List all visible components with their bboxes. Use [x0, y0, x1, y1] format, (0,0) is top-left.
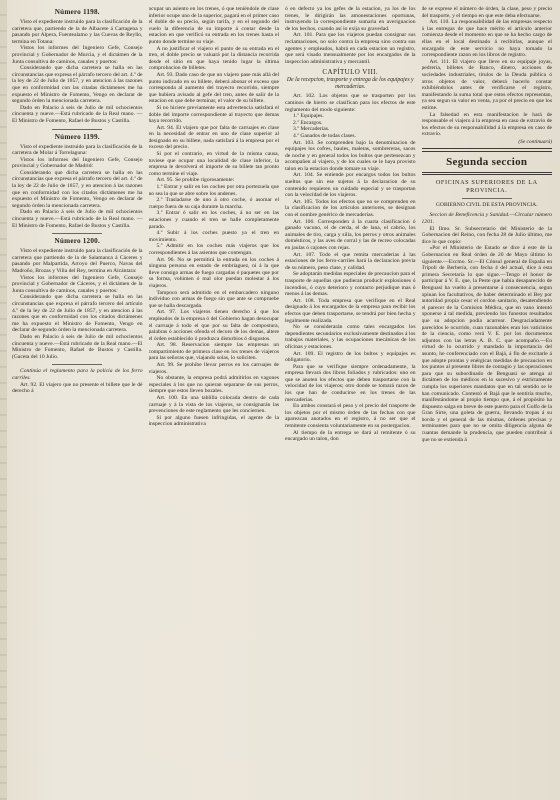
paragraph: Art. 94. El viajero que por falta de carruajes en clase en la necesidad de entrar en uno de clase superior al designado en su billete, nada satisfará á la empresa por el exceso del precio.	[148, 124, 279, 151]
paragraph: 1.º Entrar y salir en los coches por otra portezuela que no sea la que se abre sobre los andenes.	[148, 184, 279, 197]
paragraph: Vistos los informes del Ingeniero Gefe, Consejo provincial y Gobernador de Madrid:	[12, 156, 143, 170]
paragraph: Art. 95. Se prohibe rigorosamente:	[156, 177, 235, 184]
paragraph: Si no hiciere previamente esta advertencia satisfará el doble del importe correspondiente al trayecto que demas haya recorrido.	[148, 104, 279, 125]
separator	[462, 198, 512, 199]
paragraph: Al tiempo de la entrega se dará al remitente ó su encargado un talon, don	[285, 429, 416, 443]
section-title: Segunda seccion	[446, 155, 528, 168]
paragraph: Dado en Palacio á seis de Julio de mil ochocientos cincuenta y nueve.—Está rubricado de la Real mano. —El Ministro de Fomento, Rafael de Bustos y Castilla.	[12, 209, 143, 229]
paragraph: Art. 100. En una tablilla colocada dentro de cada carruaje y á la vista de los viajeros, se consignarán las prevenciones de este reglamento que les conciernen.	[148, 395, 279, 415]
paragraph: Visto el expediente instruido para la clasificación de la carretera que, partiendo de la de Albacete á Cartagena y pasando por Alpera, Fuentealamo y las Cuevas de Reyllo, termina en Totana:	[12, 19, 143, 45]
paragraph: Art. 93. Dado caso de que un viajero pase más allá del punto indicado en su billete, deberá abonar el exceso que corresponda al aumento del trayecto recorrido, siempre que hubiera avisado al gefe del tren, antes de salir de la estacion en que debe terminar, el valor de su billete.	[148, 71, 279, 105]
paragraph: 4.º Ganados de todas clases.	[293, 132, 356, 139]
paragraph: Considerando que dicha carretera se halla en las circunstancias que expresa el párrafo tercero del artículo 4.º de la ley de 22 de Julio de 1857, y en atencion á las razones que en conformidad con los citados dictámenes me ha expuesto el Ministro de Fomento, Vengo en declarar de segundo órden la mencionada carretera.	[12, 294, 143, 334]
column-left	[12, 6, 143, 800]
paragraph: Art. 106. Corresponden á la cuarta clasificacion ó ganado vacuno, el de cerda, el de lana, el cabrío, los animales de tiro, carga y silla, los perros y otros animales domésticos, y las aves de corral y las de recreo colocadas en jaulas ó cajones con rejas.	[285, 218, 416, 251]
paragraph: A no justificar el viajero el punto de su entrada en el tren, el doble precio se valuará por la distancia recorrida desde el sitio en que haya tenido lugar la última comprobacion de billetes.	[148, 45, 279, 72]
paragraph: Art. 99. Se prohibe llevar perros en los carruajes de viajeros.	[148, 362, 279, 375]
paragraph: 2.º Encargos.	[293, 119, 323, 126]
continuation-note: (Se continuará)	[518, 138, 552, 145]
paragraph: Se adoptarán medidas especiales de precaucion para el trasporte de aquellas que pudieran producir explosiones ó incendios, ó cuyo deterioro y contacto perjudique mas ó menos á las demas.	[285, 271, 416, 298]
paragraph: Dado en Palacio á seis de Julio de mil ochocientos cincuenta y nueve.—Está rubricado de la Real mano. —El Ministro de Fomento, Rafael de Bustos y Castilla.	[12, 104, 143, 124]
paragraph: Art. 92. El viajero que no presente el billete que le dé derecho á	[12, 381, 143, 395]
paragraph: 3.º Entrar ó salir en los coches, á no ser en las estaciones y cuando el tren se halle completamente parado.	[148, 210, 279, 230]
chapter-heading: CAPÍTULO VIII.	[322, 68, 379, 77]
paragraph: Para que se verifique siempre ordenadamente, la empresa llevará dos libros foliados y rubricados: uno en que se anoten los efectos que deben trasportarse con la velocidad de los viajeros; otro donde se tomará razon de los que han de conducirse en los trenes de las mercaderías.	[285, 363, 416, 403]
paragraph: Tampoco será admitido en el embarcadero ninguno individuo con armas de fuego sin que ante se compruebe que se halla descargada.	[148, 289, 279, 309]
circular-heading: Seccion de Beneficencia y Sanidad.—Circular número 1201.	[421, 212, 552, 226]
paragraph: Art. 96. No se permitirá la entrada en los coches á ninguna persona en estado de embriaguez, ni á la que lleve consigo armas de fuego cargadas ó paquetes que por su forma, volúmen ó mal olor puedan molestar á los viajeros.	[148, 256, 279, 289]
decree-number-heading: Número 1199.	[54, 132, 100, 141]
offices-heading: OFICINAS SUPERIORES DE LA PROVINCIA.	[435, 179, 538, 194]
decree-number-heading: Número 1198.	[54, 8, 100, 16]
paragraph: Art. 108. Toda empresa que verifique en el Real designado á los encargados de la empresa para recibir los efectos que deben trasportarse, se tendrá por bien hecha y legalmente realizada.	[285, 297, 416, 324]
paragraph: 4.º Subir á los coches puesto ya el tren en movimiento.	[148, 230, 279, 243]
paragraph: Visto el expediente instruido para la clasificación de la carretera que partiendo de la de Salamanca á Cáceres y pasando por Malpartida, Arroyo del Puerco, Navas del Madroño, Brozas y Villa del Rey, termina en Alcántara:	[12, 248, 143, 274]
column-mid-left	[149, 6, 280, 800]
column-right-upper-text	[422, 6, 553, 138]
paragraph: Art. 102. Los objetos que se trasporten por los caminos de hierro se clasifican para los efectos de este reglamento del modo siguiente:	[285, 93, 416, 113]
column-right-lower-text	[422, 226, 553, 444]
paragraph: Art. 103. Se comprenden bajo la denominacion de equipajes los cofres, baules, maletas, sombrereras, sacos de noche y en general todos los bultos que pertenezcan y acompañen al viajero, y de los cuales se le haya provisto talon en la estacion donde tomare su viaje.	[285, 139, 416, 172]
paragraph: Vistos los informes del Ingeniero Gefe, Consejo provincial y Gobernador de Murcia, y el dictámen de la Junta consultiva de caminos, canales y puertos:	[12, 45, 143, 65]
paragraph: «Por el Ministerio de Estado se dice á este de la Gobernacion en Real órden de 20 de Mayo último lo siguiente.—Excmo. Sr.—El Cónsul general de España en Trípoli de Berbería, con fecha 4 del actual, dice á esta primera Secretaría lo que sigue.—Tengo el honor de participar á V. E. que, la Peste que había desaparecido de Benguasi ha vuelto á presentarse á consecuencia, segun opinan los facultativos, de haber determinado el Bey por autoridad propia cesar el cordon sanitario, desatendiendo el parecer de la Comision Médica, que en vano intentó oponerse á tal medida, previendo los funestos resultados que su adopcion podía acarrear. Desgraciadamente parecidos le ocurrido, cuan razonables eran los vaticinios de la ciencia, como verá V. E. por los documentos adjuntos con las letras A. B. C. que acompaño.—En virtud de lo ocurrido y mandado la importancia del asunto, he conferenciado con el Bajá, á fin de excitarle á que adopte prontas y enérgicas medidas de precaucion en los puntos al presente libres de contagio y las operaciones para que su subordinado de Benguasi se atenga al dictámen de los médicos en lo sucesivo y estrictamente cumpla los superiores mandatos que en tal sentido se le han comunicado. Contestó el Bajá que le sentiría mucho, manifestándome al propio tiempo que, á el propósito ha dispuesto salga en breve de este puerto para el Golfo de la Gran Sirte, una goleta de guerra, llevando tropas á su bordo y el general de las mismas, órdenes precisas y terminantes para que no se omita diligencia alguna de cuantas demande la prudencia, que pueden contribuir á que no se extienda á	[421, 245, 552, 443]
paragraph: Art. 101. Para que los viajeros puedan consignar sus reclamaciones, no solo contra la empresa sino contra sus agentes y empleados, habrá en cada estacion un registro, que será visado mensualmente por los encargados de la inspeccion administrativa y mercantil.	[285, 32, 416, 65]
column-mid-right	[285, 6, 416, 800]
separator	[52, 364, 102, 365]
paragraph: Visto el expediente instruido para la clasificación de la carretera de Molar á Torrelaguna:	[12, 143, 143, 157]
paragraph: Si por alguno fuesen infringidas, el agente de la inspeccion administrativa	[148, 414, 279, 428]
paragraph: Art. 98. Reservacion siempre las empresas un compartimiento de primera clase en los trenes de viajeros para las señoras que, viajando solas, lo soliciten.	[148, 342, 279, 362]
paragraph: Art. 105. Todos los efectos que no se comprenden en la clasificacion de los artículos anteriores, se designan con el nombre genérico de mercaderías.	[285, 198, 416, 219]
decree-number-heading: Número 1200.	[54, 237, 100, 246]
paragraph: 3.º Mercaderías.	[293, 126, 330, 133]
government-heading: GOBIERNO CIVIL DE ESTA PROVINCIA.	[435, 202, 538, 209]
binding-edge	[0, 0, 7, 800]
paragraph: 1.º Equipajes.	[293, 113, 324, 120]
paragraph: Art. 110. La responsabilidad de las empresas respecto á las entregas de que hace mérito el artículo anterior comienza desde el momento en que se ha hecho cargo de ellas en el local destinado á recibirlas, aunque el encargado de este servicio no haya tomado la correspondiente razon en los libros de registro.	[421, 19, 552, 59]
paragraph: Art. 104. Se entiende por encargos todos los bultos sueltos que sin ese sujetos á la declaracion de su contenido requieren un cuidado especial y se trasportan con la velocidad de los viajeros.	[285, 172, 416, 199]
chapter-subtitle: De la recepcion, trasporte y entrega de los equipajes y mercaderías.	[286, 77, 414, 91]
paragraph: Dado en Palacio á seis de Julio de mil ochocientos cincuenta y nueve.—Está rubricado de la Real mano.—El Ministro de Fomento, Rafael de Bustos y Castilla. (Gaceta del 10 Julio.	[12, 333, 143, 360]
paragraph: El Ilmo. Sr. Subsecretario del Ministerio de la Gobernacion del Reino, con fecha 28 de Julio último, me dice lo que copio:	[421, 225, 552, 245]
paragraph: Vistos los informes del Ingeniero Gefe, Consejo provincial y Gobernador de Cáceres, y el dictámen de la Junta consultiva de caminos, canales y puertos:	[12, 274, 143, 294]
paragraph: de se exprese el número de órden, la clase, peso y precio del trasporte, y el tiempo en que este deba efectuarse.	[421, 6, 552, 19]
paragraph: Art. 109. El registro de los bultos y equipajes es obligatorio.	[285, 350, 416, 364]
paragraph: Considerando que dicha carretera se halla en las circunstancias que expresa el párrafo tercero del art. 4.º de la ley de 22 de Julio de 1857, y en atencion á las razones que en conformidad con los citados dictámenes me ha expuesto el Ministro de Fomento, Vengo en declarar de segundo órden la mencionada carretera.	[12, 169, 143, 209]
continuation-heading: Continúa el reglamento para la policía de los ferro carriles.	[12, 368, 143, 381]
paragraph: Considerando que dicha carretera se halla en las circunstancias que expresa el párrafo tercero del art. 4.º de la ley de 22 de Julio de 1857, y en atencion á las razones que en conformidad con las citadas dictámenes me ha expuesto el Ministro de Fomento, Vengo en declarar de segundo órden la mencionada carretera.	[12, 65, 143, 105]
section-rule	[422, 148, 553, 152]
paragraph: No se considerarán como tales encargados los dependientes secundarios exclusivamente destinados á los trabajos materiales, y las ocupaciones mecánicas de los oficinas y estaciones.	[285, 324, 416, 350]
separator	[52, 129, 102, 130]
paragraph: Si por el contrario, en virtud de la misma causa, tuviese que ocupar una localidad de clase inferior, la empresa le devolverá el importe de su billete tan pronto como termine el viaje.	[148, 151, 279, 177]
paragraph: ó en defecto ya los gefes de la estacion, ya los de los trenes, le dirigirán las amonestaciones oportunas, instruyendo la correspondiente sumaria en averiguacion de los hechos, cuando así lo exija su gravedad.	[285, 6, 416, 32]
paragraph: Art. 111. El viajero que lleve en su equipaje joyas, pedrería, billetes de Banco, dinero, acciones de sociedades industriales, títulos de la Deuda pública ó otros objetos de valor, deberá hacerlo constar exhibiéndolos antes de verificarse el registro, manifestando la suma total que estos efectos representan, ya sea segun su valor en venta, ya por el precio en que los estime.	[421, 58, 552, 111]
paragraph: La falsedad en esta manifestacion le hará de responsable el viajero á la empresa en caso de extravío de los efectos de su responsabilidad á la empresa en caso de extravío.	[421, 111, 552, 138]
separator	[52, 233, 102, 234]
paragraph: ocupar un asiento en los trenes, ó que teniéndole de clase inferior ocupe uno de la superior, pagará en el primer caso el doble de su precio, según tarifa, y en el segundo del vuelo la diferencia de su importe á contar desde la estacion en que verificó su entrada en los trenes hasta el punto donde termine su viaje.	[148, 6, 279, 45]
section-rule-lower	[422, 172, 553, 176]
column-right	[422, 6, 553, 800]
paragraph: 2.º Trasladarse de uno á otro coche, ó asomar el cuerpo fuera de su caja durante la marcha.	[148, 197, 279, 210]
paragraph: Art. 107. Todo el que remita mercaderías á las estaciones de los ferro-carriles hará la declaracion previa de su número, peso clase, y calidad.	[285, 251, 416, 271]
paragraph: Art. 97. Los viajeros tienen derecho á que los empleados de la empresa ó del Gobierno hagan desocupar el carruaje á todo el que por su falta de compostura, palabras ó acciones ofenda el decoro de los demas, altere el órden establecido ó produzca disturbios ó disgustos.	[148, 309, 279, 342]
paragraph: No obstante, la empresa podrá admitirlos en vagones especiales á los que no quieran separarse de sus perros, siempre que estos lleven bozales.	[148, 375, 279, 395]
paragraph: 5.º Admitir en los coches más viajeros que los correspondientes á las asientos que contengan.	[148, 243, 279, 256]
paragraph: En ambos constará el peso y el precio del trasporte de los objetos por el mismo órden de las fechas con que aparezcan anotados en el registro, á no ser que el remitente consienta voluntariamente en su postergacion.	[285, 403, 416, 430]
